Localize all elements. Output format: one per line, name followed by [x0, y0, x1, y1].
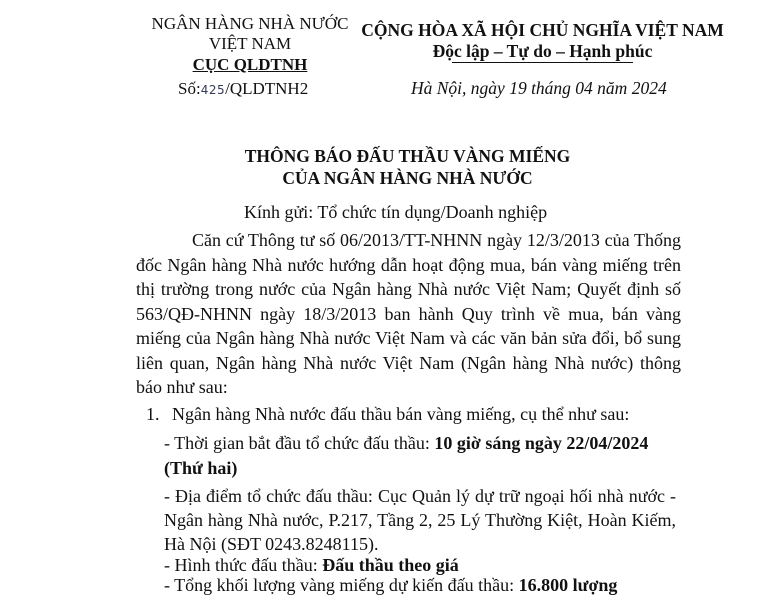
section-1-number: 1.	[146, 404, 160, 424]
bullet-location-line-3: Hà Nội (SĐT 0243.8248115).	[164, 534, 379, 554]
bullet-time-weekday: (Thứ hai)	[164, 458, 238, 478]
department-name-text: CỤC QLDTNH	[192, 55, 308, 74]
country-name: CỘNG HÒA XÃ HỘI CHỦ NGHĨA VIỆT NAM	[361, 20, 724, 40]
place-and-date: Hà Nội, ngày 19 tháng 04 năm 2024	[411, 78, 667, 98]
national-motto: Độc lập – Tự do – Hạnh phúc	[432, 41, 653, 61]
preamble-line-7: báo như sau:	[136, 377, 228, 397]
bullet-volume-value: 16.800 lượng	[518, 575, 618, 595]
preamble-line-6: liên quan, Ngân hàng Nhà nước Việt Nam (Ngân hàng Nhà nước) thông	[136, 353, 681, 373]
bullet-form-label: - Hình thức đấu thầu:	[164, 555, 323, 575]
bullet-time	[164, 431, 648, 456]
recipient-line: Kính gửi: Tổ chức tín dụng/Doanh nghiệp	[244, 202, 548, 222]
bullet-location-line-2: Ngân hàng Nhà nước, P.217, Tầng 2, 25 Lý Thường Kiệt, Hoàn Kiếm,	[164, 510, 676, 530]
doc-number-handwritten: 425	[200, 83, 226, 97]
preamble-line-4: 563/QĐ-NHNN ngày 18/3/2013 ban hành Quy trình về mua, bán vàng	[136, 304, 681, 324]
notice-title-line2: CỦA NGÂN HÀNG NHÀ NƯỚC	[282, 168, 533, 188]
doc-number-prefix: Số:	[178, 79, 201, 98]
bullet-time-value: 10 giờ sáng ngày 22/04/2024	[434, 433, 649, 453]
department-name	[140, 55, 360, 75]
bullet-time-label: - Thời gian bắt đầu tổ chức đấu thầu:	[164, 433, 435, 453]
preamble-line-1: Căn cứ Thông tư số 06/2013/TT-NHNN ngày 12/3/2013 của Thống	[192, 230, 681, 250]
doc-number-suffix: /QLDTNH2	[225, 79, 309, 98]
preamble-line-3: thị trường trong nước của Ngân hàng Nhà nước Việt Nam; Quyết định số	[136, 279, 681, 299]
motto-underline	[452, 62, 633, 63]
bullet-form-value: Đấu thầu theo giá	[322, 555, 459, 575]
org-name-line1: NGÂN HÀNG NHÀ NƯỚC	[151, 14, 349, 33]
bullet-location-line-1: - Địa điểm tổ chức đấu thầu: Cục Quản lý dự trữ ngoại hối nhà nước -	[164, 486, 676, 506]
preamble-line-2: đốc Ngân hàng Nhà nước hướng dẫn hoạt động mua, bán vàng miếng trên	[136, 255, 681, 275]
document-number	[178, 79, 308, 100]
section-1-heading: Ngân hàng Nhà nước đấu thầu bán vàng miếng, cụ thể như sau:	[172, 404, 630, 424]
org-name-line2: VIỆT NAM	[208, 34, 292, 53]
preamble-line-5: miếng của Ngân hàng Nhà nước Việt Nam và các văn bản sửa đổi, bổ sung	[136, 328, 681, 348]
notice-title-line1: THÔNG BÁO ĐẤU THẦU VÀNG MIẾNG	[244, 146, 571, 166]
bullet-volume	[164, 573, 617, 598]
bullet-volume-label: - Tổng khối lượng vàng miếng dự kiến đấu thầu:	[164, 575, 519, 595]
